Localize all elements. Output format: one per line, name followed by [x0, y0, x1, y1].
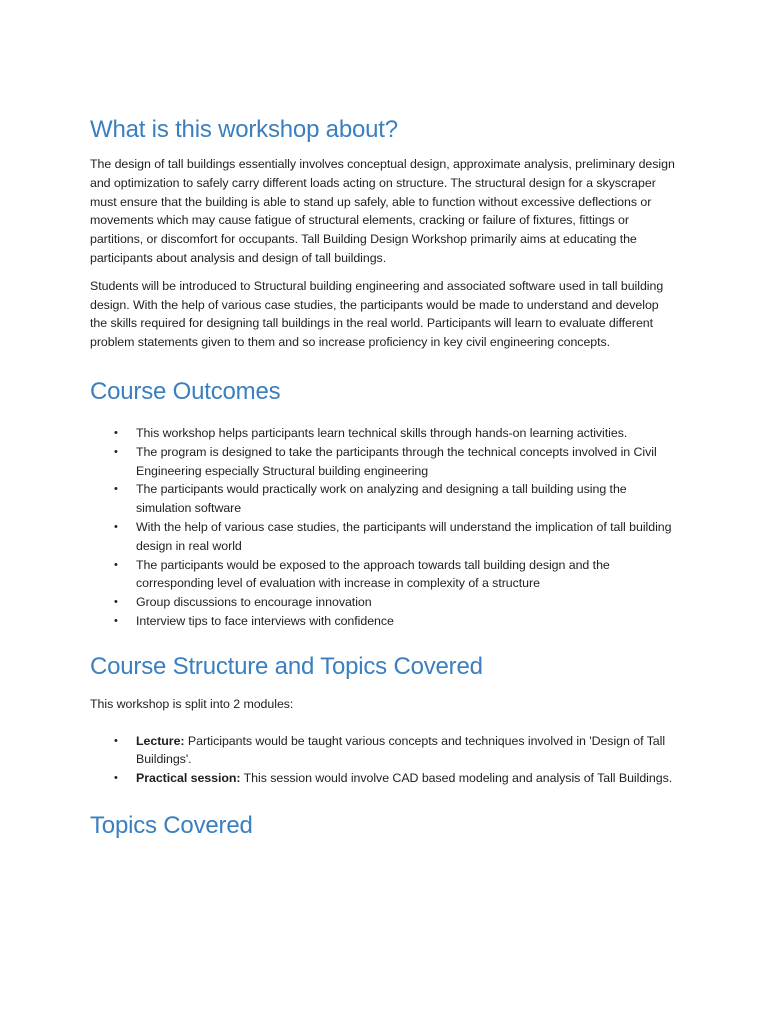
- bullet-icon: •: [114, 483, 118, 496]
- bullet-icon: •: [114, 520, 118, 533]
- list-item: • Lecture: Participants would be taught various concepts and techniques involved in 'Design of Tall Buildings'.: [114, 733, 666, 767]
- paragraph-intro: The design of tall buildings essentially involves conceptual design, approximate analysis, preliminary design and optimization to safely carry different loads acting on structure. The structural design for a skyscraper must ensure that the building is able to stand up safely, able to function without excessive deflections or movements which may cause fatigue of structural elements, cracking or failure of fixtures, fittings or partitions, or discomfort for occupants. Tall Building Design Workshop primarily aims at educating the participants about analysis and design of tall buildings.: [90, 157, 675, 265]
- bullet-icon: •: [114, 445, 118, 458]
- bullet-icon: •: [114, 614, 118, 627]
- bullet-icon: •: [114, 734, 118, 747]
- list-item: • With the help of various case studies, the participants will understand the implication of tall building design in real world: [114, 519, 672, 553]
- module-label-lecture: Lecture:: [136, 733, 185, 748]
- list-item: • Group discussions to encourage innovation: [114, 593, 678, 612]
- bullet-icon: •: [114, 596, 118, 609]
- list-item: • The participants would be exposed to the approach towards tall building design and the corresponding level of evaluation with increase in complexity of a structure: [114, 557, 610, 591]
- list-item: • Practical session: This session would involve CAD based modeling and analysis of Tall Buildings.: [114, 769, 678, 788]
- modules-list: [114, 732, 678, 788]
- outcomes-list: [114, 424, 678, 631]
- paragraph-students: Students will be introduced to Structural building engineering and associated software used in tall building design. With the help of various case studies, the participants would be made to understand and develop the skills required for designing tall buildings in the real world. Participants will learn to evaluate different problem statements given to them and so increase proficiency in key civil engineering concepts.: [90, 278, 664, 350]
- heading-workshop-about: What is this workshop about?: [90, 116, 398, 143]
- list-item: • This workshop helps participants learn technical skills through hands-on learning activities.: [114, 424, 678, 443]
- bullet-icon: •: [114, 772, 118, 785]
- list-item: • Interview tips to face interviews with confidence: [114, 612, 678, 631]
- bullet-icon: •: [114, 558, 118, 571]
- list-item: • The program is designed to take the participants through the technical concepts involved in Civil Engineering especially Structural building engineering: [114, 444, 657, 478]
- heading-course-structure: Course Structure and Topics Covered: [90, 652, 483, 680]
- heading-topics-covered: Topics Covered: [90, 811, 253, 839]
- modules-intro: This workshop is split into 2 modules:: [90, 696, 294, 711]
- bullet-icon: •: [114, 426, 118, 439]
- module-label-practical: Practical session:: [136, 771, 241, 786]
- list-item: • The participants would practically work on analyzing and designing a tall building using the simulation software: [114, 482, 627, 516]
- heading-course-outcomes: Course Outcomes: [90, 377, 281, 405]
